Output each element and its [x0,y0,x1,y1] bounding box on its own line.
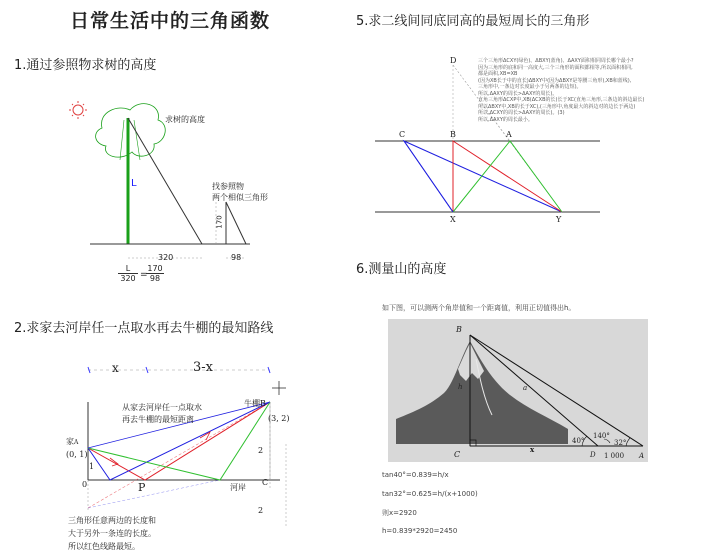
point-C-label: C [399,130,406,139]
distance-1000-label: 1 000 [604,452,625,460]
route-desc-2: 再去牛棚的最短距离 [122,415,194,424]
fraction-right: 170 98 [147,264,163,283]
note-2: 大于另外一条连的长度。 [68,529,156,538]
route-x-label: x [112,361,119,375]
point-Y-label: Y [556,215,562,224]
d320-label: 320 [158,253,174,262]
cowshed-label: 牛棚B [244,399,266,408]
sun-icon [69,101,87,119]
mountain-A-label: A [639,452,645,460]
point-X-label: X [450,215,456,224]
point-D-label: D [450,56,457,65]
mountain-x-label: x [530,445,535,454]
equation-1: tan40°=0.839=h/x [382,471,449,479]
angle-140-label: 140° [593,432,610,440]
angle-32-label: 32° [614,439,627,447]
section-2-heading: 2.求家去河岸任一点取水再去牛棚的最知路线 [14,321,274,336]
mountain-B-label: B [456,325,462,334]
mountain-a-label: a [523,384,528,392]
mountain-D-label: D [590,451,596,459]
P-label: P [138,481,146,494]
note-1: 三角形任意两边的长度和 [68,516,156,525]
C-label: C [262,478,269,487]
d98-label: 98 [231,253,242,262]
mountain-h-label: h [458,383,463,391]
route-desc-1: 从家去河岸任一点取水 [122,403,202,412]
point-B-label: B [450,130,456,139]
page-title: 日常生活中的三角函数 [70,10,271,32]
reference-label-2: 两个相似三角形 [212,193,268,202]
A-coord-label: (0, 1) [66,450,88,459]
origin-label: 0 [82,480,88,489]
home-label: 家A [66,437,79,446]
len-2b-label: 2 [258,506,264,515]
route-3minusx-label: 3-x [193,360,213,375]
equation-3: 则x=2920 [382,509,417,517]
len-1-label: 1 [89,462,95,471]
note-3: 所以红色线路最短。 [68,542,140,551]
proof-text: 三个三角形ΔCXY(绿色)、ΔBXY(蓝角)、ΔAXY面积相同周长哪个最小? 因为三角形的底和同一高度大,三个三角形的面积都相等,所以面积相同, 都是面积,XB=XB (因为XB长于中的直长)ΔBXY中(因为ΔBXY是等腰三角形),XB和蓝线), 三角形中,一条边对长度最小于另两条的边短)。 所以,ΔAXY的周长>ΔAXY的周长)。 直角三角形ΔCXP中,XB(ΔCXB的长)长于XC(直角三角形,三条边的斜边最长) 所以ΔBXY中,XB的长于XC),(三角形中,角度最大的斜边对的边长于两边) 所以,ΔCXY的周长>ΔAXY的周长)。(3) 所以,ΔAXY的周长最小。 [478,58,645,123]
equation-4: h=0.839*2920=2450 [382,527,458,535]
len-2a-label: 2 [258,446,264,455]
h170-label: 170 [215,215,224,229]
angle-40-label: 40° [572,437,585,445]
tree-height-label: 求树的高度 [165,115,205,124]
section-6-heading: 6.测量山的高度 [356,262,447,277]
fraction-eq: = [140,270,148,280]
crosshair-icon [272,381,286,395]
section-5-heading: 5.求二线间同底同高的最短周长的三角形 [356,14,590,29]
tree-L-label: L [131,178,137,189]
reference-label-1: 找参照物 [212,182,244,191]
equation-2: tan32°=0.625=h/(x+1000) [382,490,478,498]
mountain-C-label: C [454,450,461,459]
tree-canopy [96,104,166,157]
point-A-label: A [506,130,512,139]
river-label: 河岸 [230,483,246,492]
fraction-left: L 320 [118,264,138,283]
mountain-intro: 如下图，可以测两个角岸值和一个距离值，利用正切值得出h。 [382,304,576,312]
B-coord-label: (3, 2) [268,414,290,423]
section-1-heading: 1.通过参照物求树的高度 [14,58,157,73]
mountain-diagram [388,319,648,462]
